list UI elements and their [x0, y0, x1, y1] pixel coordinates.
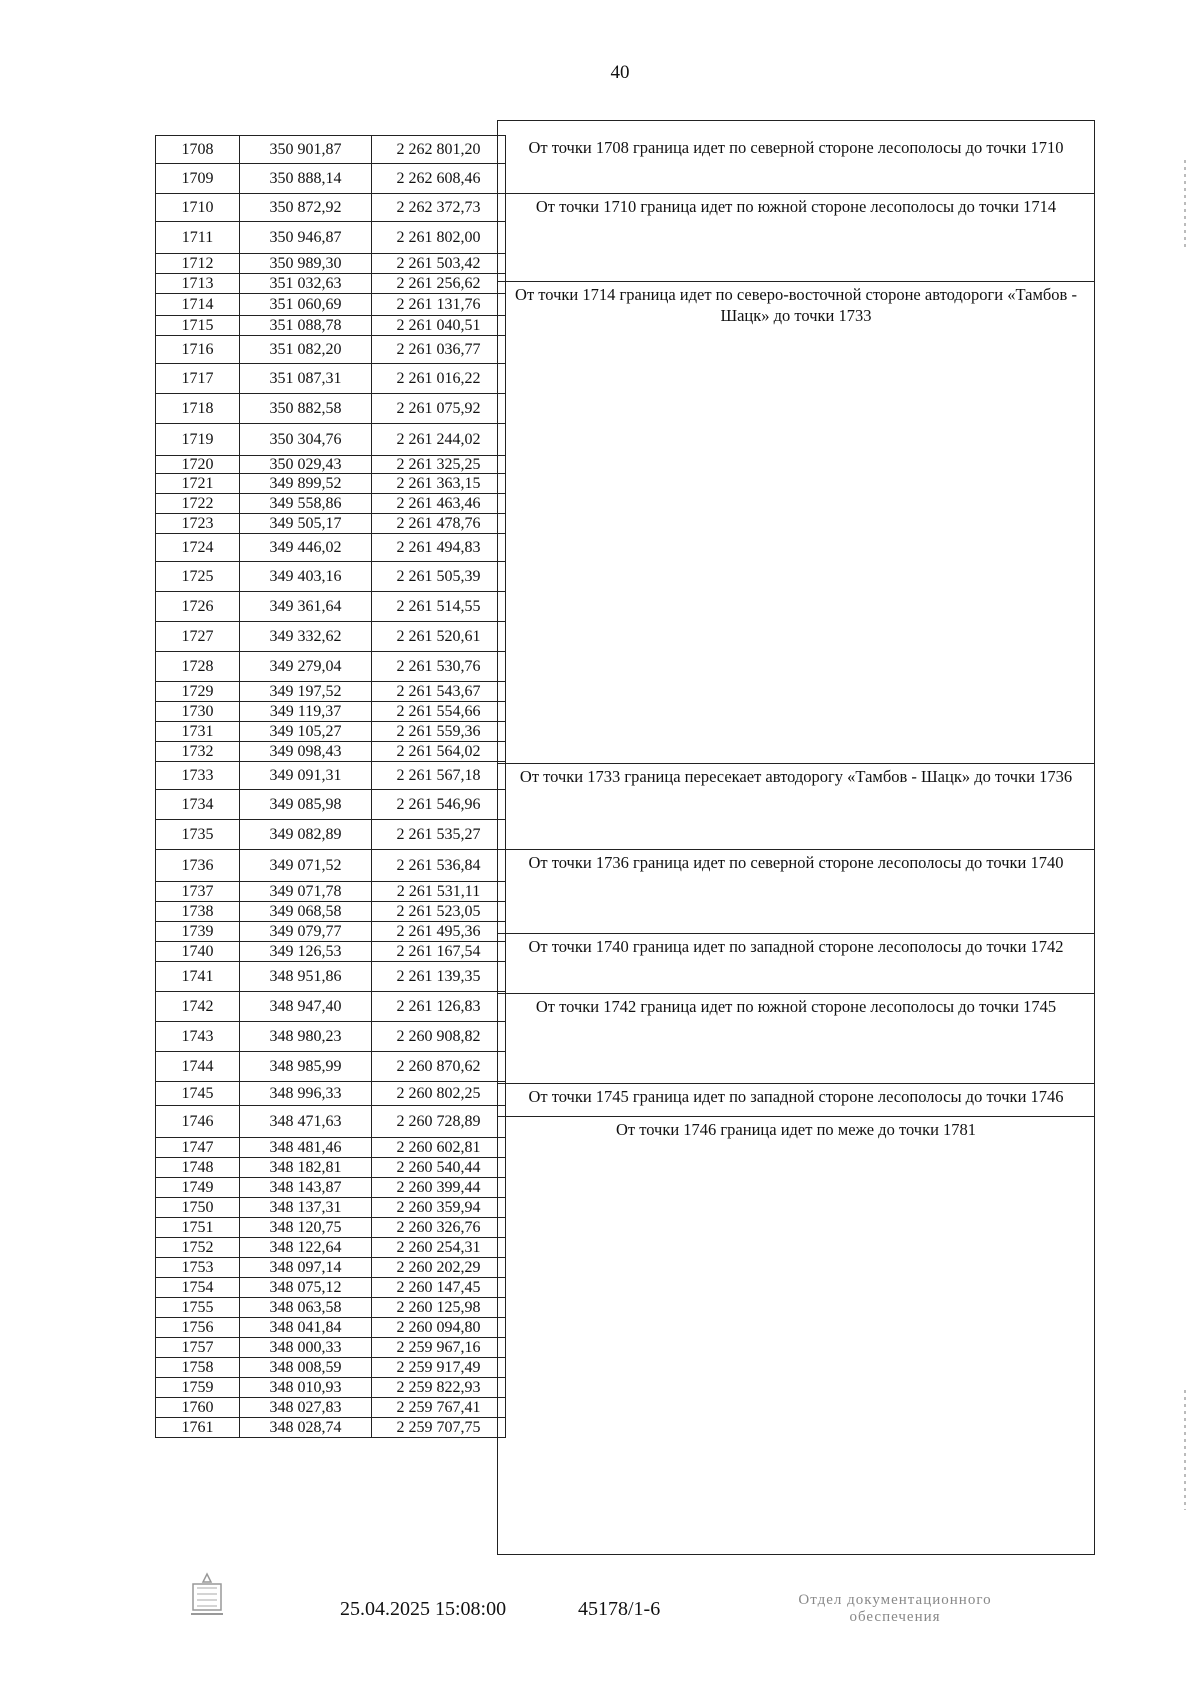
- coordinate-y: 2 262 372,73: [372, 194, 506, 222]
- coordinate-y: 2 261 325,25: [372, 456, 506, 474]
- margin-mark: [1184, 160, 1186, 250]
- coordinate-y: 2 262 801,20: [372, 136, 506, 164]
- point-number: 1752: [156, 1238, 240, 1258]
- coordinate-x: 348 182,81: [240, 1158, 372, 1178]
- coordinate-y: 2 261 523,05: [372, 902, 506, 922]
- coordinate-y: 2 261 503,42: [372, 254, 506, 274]
- table-row: [156, 336, 506, 364]
- coordinate-y: 2 261 495,36: [372, 922, 506, 942]
- point-number: 1727: [156, 622, 240, 652]
- table-row: [156, 820, 506, 850]
- coordinate-y: 2 261 802,00: [372, 222, 506, 254]
- boundary-description: От точки 1736 граница идет по северной стороне лесополосы до точки 1740: [498, 849, 1094, 873]
- point-number: 1717: [156, 364, 240, 394]
- table-row: [156, 294, 506, 316]
- table-row: [156, 394, 506, 424]
- table-row: [156, 790, 506, 820]
- coordinate-y: 2 261 494,83: [372, 534, 506, 562]
- coordinate-x: 348 481,46: [240, 1138, 372, 1158]
- coordinate-y: 2 261 075,92: [372, 394, 506, 424]
- coordinate-y: 2 261 514,55: [372, 592, 506, 622]
- point-number: 1721: [156, 474, 240, 494]
- coordinate-y: 2 261 567,18: [372, 762, 506, 790]
- coordinate-x: 349 403,16: [240, 562, 372, 592]
- table-row: [156, 762, 506, 790]
- boundary-description: От точки 1746 граница идет по меже до точки 1781: [498, 1116, 1094, 1140]
- point-number: 1751: [156, 1218, 240, 1238]
- point-number: 1716: [156, 336, 240, 364]
- table-row: [156, 534, 506, 562]
- coordinate-x: 349 068,58: [240, 902, 372, 922]
- coordinate-x: 349 119,37: [240, 702, 372, 722]
- table-row: [156, 682, 506, 702]
- table-row: [156, 722, 506, 742]
- point-number: 1711: [156, 222, 240, 254]
- boundary-description: От точки 1742 граница идет по южной стороне лесополосы до точки 1745: [498, 993, 1094, 1017]
- point-number: 1709: [156, 164, 240, 194]
- point-number: 1740: [156, 942, 240, 962]
- point-number: 1708: [156, 136, 240, 164]
- table-row: [156, 1398, 506, 1418]
- table-row: [156, 562, 506, 592]
- coordinate-x: 348 985,99: [240, 1052, 372, 1082]
- coordinate-x: 349 082,89: [240, 820, 372, 850]
- boundary-description: От точки 1733 граница пересекает автодорогу «Тамбов - Шацк» до точки 1736: [498, 763, 1094, 787]
- coordinate-y: 2 261 363,15: [372, 474, 506, 494]
- coordinate-y: 2 260 125,98: [372, 1298, 506, 1318]
- table-row: [156, 1378, 506, 1398]
- table-row: [156, 922, 506, 942]
- point-number: 1723: [156, 514, 240, 534]
- coordinate-x: 350 946,87: [240, 222, 372, 254]
- table-row: [156, 1218, 506, 1238]
- table-row: [156, 1278, 506, 1298]
- coordinate-x: 349 085,98: [240, 790, 372, 820]
- point-number: 1725: [156, 562, 240, 592]
- boundary-description: От точки 1708 граница идет по северной стороне лесополосы до точки 1710: [528, 138, 1064, 157]
- table-row: [156, 882, 506, 902]
- coordinate-x: 349 361,64: [240, 592, 372, 622]
- coordinate-x: 351 060,69: [240, 294, 372, 316]
- table-row: [156, 652, 506, 682]
- coordinate-x: 348 075,12: [240, 1278, 372, 1298]
- point-number: 1719: [156, 424, 240, 456]
- point-number: 1710: [156, 194, 240, 222]
- coordinate-x: 350 901,87: [240, 136, 372, 164]
- coordinate-x: 349 091,31: [240, 762, 372, 790]
- table-row: [156, 1052, 506, 1082]
- coordinate-y: 2 260 728,89: [372, 1106, 506, 1138]
- point-number: 1741: [156, 962, 240, 992]
- coordinate-x: 348 137,31: [240, 1198, 372, 1218]
- point-number: 1753: [156, 1258, 240, 1278]
- point-number: 1745: [156, 1082, 240, 1106]
- point-number: 1726: [156, 592, 240, 622]
- coordinate-y: 2 259 707,75: [372, 1418, 506, 1438]
- table-row: [156, 1022, 506, 1052]
- point-number: 1714: [156, 294, 240, 316]
- coordinate-x: 348 041,84: [240, 1318, 372, 1338]
- coordinate-y: 2 261 520,61: [372, 622, 506, 652]
- coordinate-y: 2 260 908,82: [372, 1022, 506, 1052]
- boundary-description: От точки 1710 граница идет по южной стороне лесополосы до точки 1714: [498, 193, 1094, 217]
- table-row: [156, 274, 506, 294]
- table-row: [156, 1318, 506, 1338]
- table-row: [156, 702, 506, 722]
- coordinate-x: 349 279,04: [240, 652, 372, 682]
- point-number: 1761: [156, 1418, 240, 1438]
- coordinate-x: 351 088,78: [240, 316, 372, 336]
- table-row: [156, 1418, 506, 1438]
- coordinate-x: 348 980,23: [240, 1022, 372, 1052]
- coordinate-y: 2 261 016,22: [372, 364, 506, 394]
- coordinate-x: 350 888,14: [240, 164, 372, 194]
- print-timestamp: 25.04.2025 15:08:00: [340, 1598, 507, 1620]
- coordinate-x: 350 872,92: [240, 194, 372, 222]
- boundary-description: От точки 1714 граница идет по северо-восточной стороне автодороги «Тамбов - Шацк» до точки 1733: [498, 281, 1094, 326]
- stamp-line: Отдел документационного: [798, 1592, 992, 1608]
- coordinate-y: 2 259 767,41: [372, 1398, 506, 1418]
- coordinate-x: 351 032,63: [240, 274, 372, 294]
- point-number: 1748: [156, 1158, 240, 1178]
- table-row: [156, 1358, 506, 1378]
- table-row: [156, 194, 506, 222]
- point-number: 1749: [156, 1178, 240, 1198]
- coordinate-y: 2 261 543,67: [372, 682, 506, 702]
- point-number: 1718: [156, 394, 240, 424]
- margin-mark: [1184, 1390, 1186, 1510]
- table-row: [156, 316, 506, 336]
- point-number: 1757: [156, 1338, 240, 1358]
- coordinate-x: 348 000,33: [240, 1338, 372, 1358]
- coordinate-x: 348 122,64: [240, 1238, 372, 1258]
- coordinate-x: 350 989,30: [240, 254, 372, 274]
- table-row: [156, 136, 506, 164]
- emblem-icon: [185, 1572, 229, 1620]
- coordinate-y: 2 259 917,49: [372, 1358, 506, 1378]
- coordinate-y: 2 261 139,35: [372, 962, 506, 992]
- table-row: [156, 222, 506, 254]
- coordinate-y: 2 260 399,44: [372, 1178, 506, 1198]
- point-number: 1712: [156, 254, 240, 274]
- coordinate-x: 348 951,86: [240, 962, 372, 992]
- coordinate-x: 349 098,43: [240, 742, 372, 762]
- point-number: 1758: [156, 1358, 240, 1378]
- table-row: [156, 742, 506, 762]
- point-number: 1760: [156, 1398, 240, 1418]
- table-row: [156, 1298, 506, 1318]
- coordinate-x: 349 197,52: [240, 682, 372, 702]
- coordinate-y: 2 261 036,77: [372, 336, 506, 364]
- point-number: 1755: [156, 1298, 240, 1318]
- coordinate-x: 349 558,86: [240, 494, 372, 514]
- page-number: 40: [610, 62, 630, 83]
- point-number: 1738: [156, 902, 240, 922]
- coordinate-y: 2 261 478,76: [372, 514, 506, 534]
- coordinate-x: 348 063,58: [240, 1298, 372, 1318]
- coordinate-y: 2 261 564,02: [372, 742, 506, 762]
- coordinate-y: 2 260 802,25: [372, 1082, 506, 1106]
- coordinate-x: 348 028,74: [240, 1418, 372, 1438]
- point-number: 1732: [156, 742, 240, 762]
- coordinate-x: 350 882,58: [240, 394, 372, 424]
- coordinate-y: 2 259 822,93: [372, 1378, 506, 1398]
- description-column: [497, 120, 1095, 1555]
- coordinate-y: 2 260 147,45: [372, 1278, 506, 1298]
- table-row: [156, 992, 506, 1022]
- point-number: 1746: [156, 1106, 240, 1138]
- coordinate-x: 349 899,52: [240, 474, 372, 494]
- coordinate-y: 2 260 602,81: [372, 1138, 506, 1158]
- table-row: [156, 1158, 506, 1178]
- boundary-description: От точки 1740 граница идет по западной стороне лесополосы до точки 1742: [498, 933, 1094, 957]
- coordinate-y: 2 261 554,66: [372, 702, 506, 722]
- table-row: [156, 850, 506, 882]
- table-row: [156, 456, 506, 474]
- point-number: 1739: [156, 922, 240, 942]
- table-row: [156, 1138, 506, 1158]
- coordinate-x: 348 143,87: [240, 1178, 372, 1198]
- coordinate-x: 351 082,20: [240, 336, 372, 364]
- coordinate-y: 2 260 326,76: [372, 1218, 506, 1238]
- stamp-line: обеспечения: [849, 1609, 941, 1625]
- coordinate-y: 2 261 463,46: [372, 494, 506, 514]
- table-row: [156, 1238, 506, 1258]
- table-row: [156, 902, 506, 922]
- table-row: [156, 494, 506, 514]
- table-row: [156, 254, 506, 274]
- table-row: [156, 942, 506, 962]
- coordinate-y: 2 260 202,29: [372, 1258, 506, 1278]
- coordinate-y: 2 261 244,02: [372, 424, 506, 456]
- coordinate-x: 349 126,53: [240, 942, 372, 962]
- coordinate-y: 2 261 040,51: [372, 316, 506, 336]
- point-number: 1744: [156, 1052, 240, 1082]
- point-number: 1759: [156, 1378, 240, 1398]
- document-code: 45178/1-6: [578, 1598, 661, 1620]
- coordinate-y: 2 260 094,80: [372, 1318, 506, 1338]
- table-row: [156, 1258, 506, 1278]
- coordinate-x: 349 071,78: [240, 882, 372, 902]
- coordinates-table: [155, 135, 506, 1438]
- coordinate-y: 2 261 530,76: [372, 652, 506, 682]
- boundary-table: [155, 120, 1095, 1560]
- table-row: [156, 962, 506, 992]
- coordinate-y: 2 261 559,36: [372, 722, 506, 742]
- coordinate-y: 2 261 505,39: [372, 562, 506, 592]
- coordinate-y: 2 261 531,11: [372, 882, 506, 902]
- table-row: [156, 1198, 506, 1218]
- coordinate-x: 348 097,14: [240, 1258, 372, 1278]
- coordinate-x: 348 120,75: [240, 1218, 372, 1238]
- coordinate-y: 2 261 256,62: [372, 274, 506, 294]
- coordinate-y: 2 261 167,54: [372, 942, 506, 962]
- point-number: 1747: [156, 1138, 240, 1158]
- point-number: 1743: [156, 1022, 240, 1052]
- coordinate-y: 2 259 967,16: [372, 1338, 506, 1358]
- table-row: [156, 592, 506, 622]
- table-row: [156, 364, 506, 394]
- point-number: 1728: [156, 652, 240, 682]
- table-row: [156, 1178, 506, 1198]
- coordinate-x: 348 471,63: [240, 1106, 372, 1138]
- table-row: [156, 424, 506, 456]
- point-number: 1733: [156, 762, 240, 790]
- coordinate-x: 349 446,02: [240, 534, 372, 562]
- point-number: 1735: [156, 820, 240, 850]
- coordinate-x: 349 505,17: [240, 514, 372, 534]
- point-number: 1734: [156, 790, 240, 820]
- point-number: 1750: [156, 1198, 240, 1218]
- coordinate-y: 2 261 126,83: [372, 992, 506, 1022]
- point-number: 1736: [156, 850, 240, 882]
- point-number: 1729: [156, 682, 240, 702]
- point-number: 1737: [156, 882, 240, 902]
- coordinate-x: 348 010,93: [240, 1378, 372, 1398]
- table-row: [156, 1082, 506, 1106]
- coordinate-x: 349 079,77: [240, 922, 372, 942]
- department-stamp: [745, 1592, 1045, 1626]
- coordinate-y: 2 260 254,31: [372, 1238, 506, 1258]
- point-number: 1730: [156, 702, 240, 722]
- point-number: 1720: [156, 456, 240, 474]
- coordinate-x: 348 008,59: [240, 1358, 372, 1378]
- point-number: 1754: [156, 1278, 240, 1298]
- table-row: [156, 514, 506, 534]
- table-row: [156, 1106, 506, 1138]
- table-row: [156, 474, 506, 494]
- coordinate-y: 2 261 536,84: [372, 850, 506, 882]
- table-row: [156, 622, 506, 652]
- coordinate-y: 2 260 540,44: [372, 1158, 506, 1178]
- point-number: 1715: [156, 316, 240, 336]
- point-number: 1713: [156, 274, 240, 294]
- coordinate-x: 349 332,62: [240, 622, 372, 652]
- coordinate-y: 2 261 546,96: [372, 790, 506, 820]
- point-number: 1724: [156, 534, 240, 562]
- coordinate-x: 349 071,52: [240, 850, 372, 882]
- table-row: [156, 1338, 506, 1358]
- coordinate-y: 2 262 608,46: [372, 164, 506, 194]
- boundary-description: От точки 1745 граница идет по западной стороне лесополосы до точки 1746: [498, 1083, 1094, 1107]
- point-number: 1731: [156, 722, 240, 742]
- coordinate-x: 350 304,76: [240, 424, 372, 456]
- point-number: 1756: [156, 1318, 240, 1338]
- coordinate-x: 351 087,31: [240, 364, 372, 394]
- point-number: 1742: [156, 992, 240, 1022]
- coordinate-x: 348 996,33: [240, 1082, 372, 1106]
- coordinate-y: 2 261 131,76: [372, 294, 506, 316]
- coordinate-y: 2 261 535,27: [372, 820, 506, 850]
- table-row: [156, 164, 506, 194]
- coordinate-x: 348 947,40: [240, 992, 372, 1022]
- coordinate-x: 350 029,43: [240, 456, 372, 474]
- coordinate-y: 2 260 870,62: [372, 1052, 506, 1082]
- coordinate-y: 2 260 359,94: [372, 1198, 506, 1218]
- point-number: 1722: [156, 494, 240, 514]
- coordinate-x: 348 027,83: [240, 1398, 372, 1418]
- coordinate-x: 349 105,27: [240, 722, 372, 742]
